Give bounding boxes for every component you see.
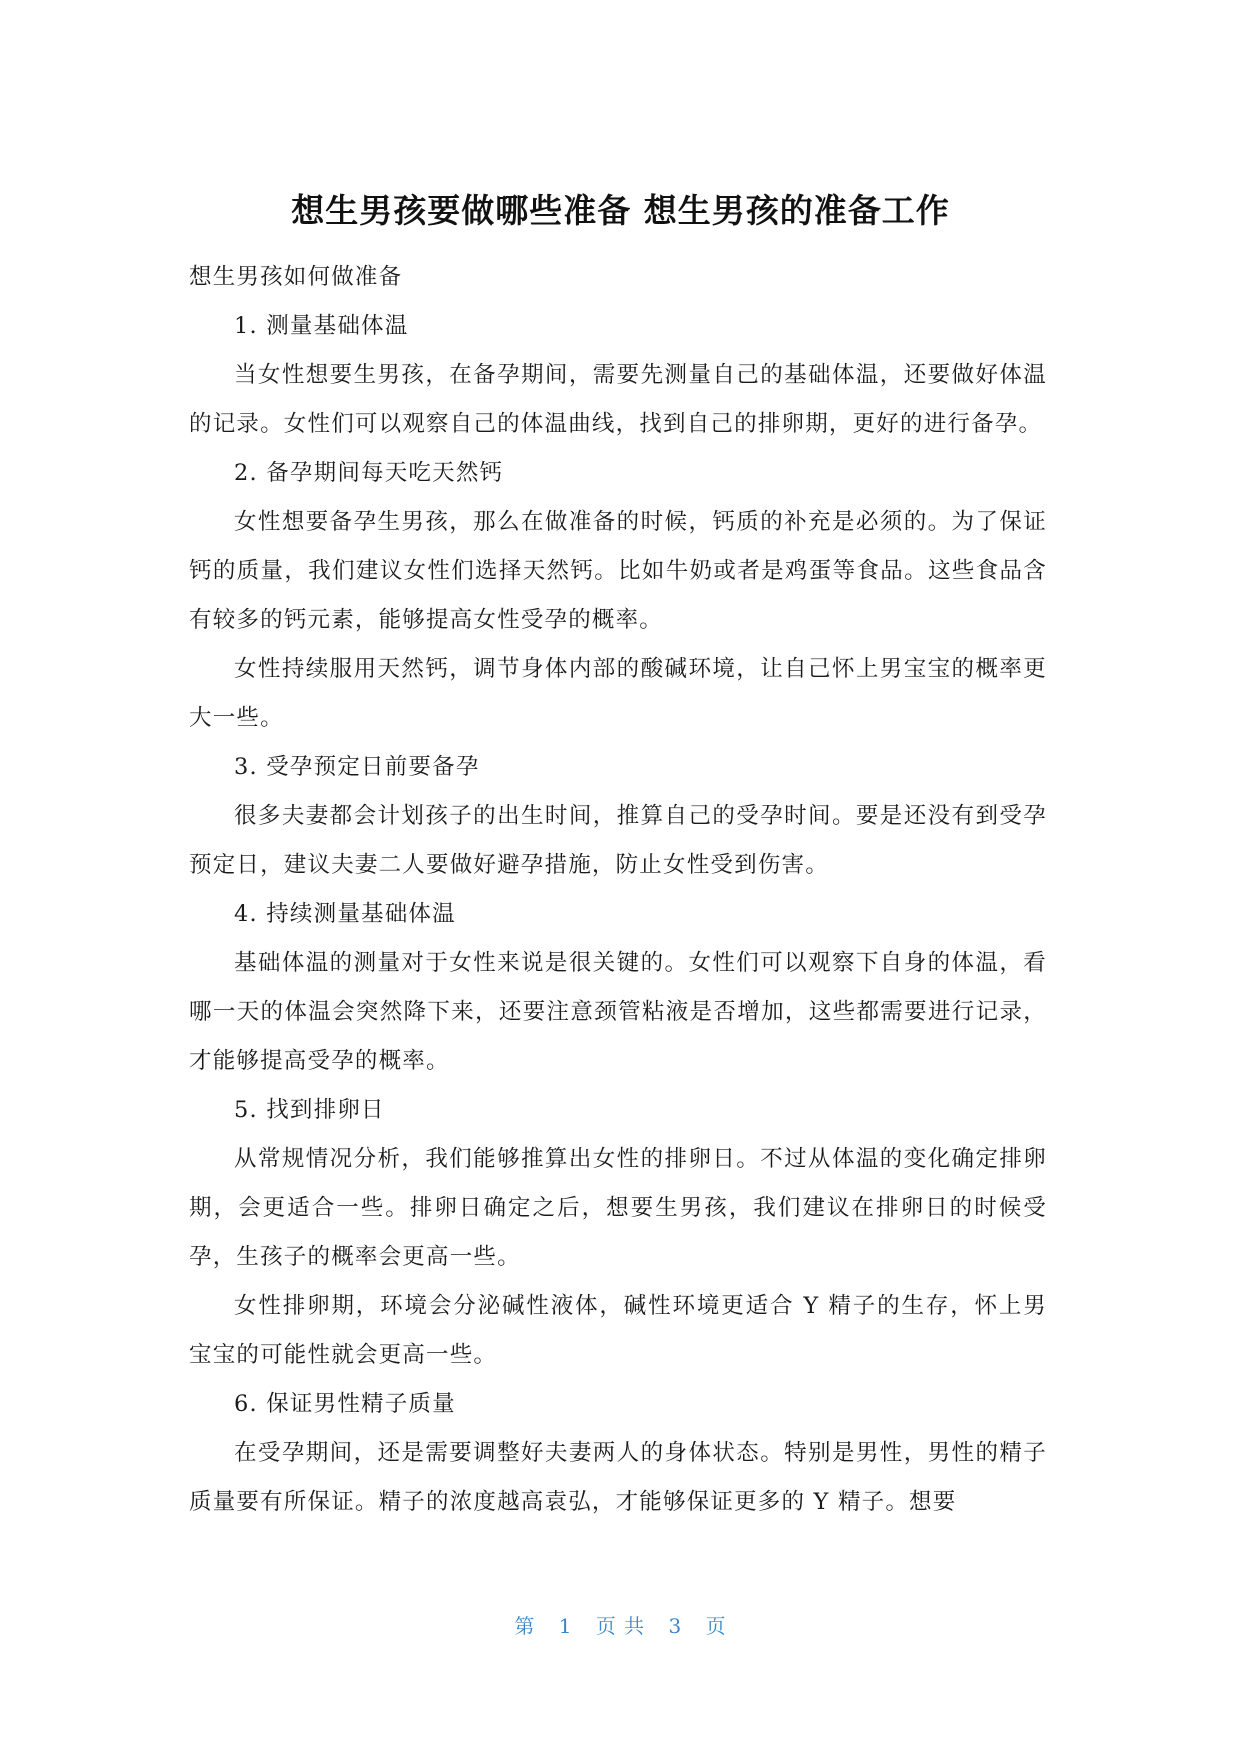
current-page-number: 1 [558, 1614, 573, 1638]
total-page-count: 3 [668, 1614, 683, 1638]
footer-prefix: 第 [514, 1614, 536, 1638]
list-item-heading: 4. 持续测量基础体温 [234, 901, 456, 927]
document-title: 想生男孩要做哪些准备 想生男孩的准备工作 [291, 191, 950, 230]
body-paragraph: 女性持续服用天然钙，调节身体内部的酸碱环境，让自己怀上男宝宝的概率更大一些。 [189, 656, 1047, 731]
document-body [189, 253, 1047, 1527]
footer-suffix: 页 [705, 1614, 727, 1638]
body-paragraph: 基础体温的测量对于女性来说是很关键的。女性们可以观察下自身的体温，看哪一天的体温会突然降下来，还要注意颈管粘液是否增加，这些都需要进行记录，才能够提高受孕的概率。 [189, 950, 1047, 1074]
body-paragraph: 当女性想要生男孩，在备孕期间，需要先测量自己的基础体温，还要做好体温的记录。女性们可以观察自己的体温曲线，找到自己的排卵期，更好的进行备孕。 [189, 362, 1047, 437]
list-item-heading: 1. 测量基础体温 [234, 313, 409, 339]
page-number-footer [0, 1610, 1241, 1639]
list-item-heading: 2. 备孕期间每天吃天然钙 [234, 460, 504, 486]
list-item-heading: 5. 找到排卵日 [234, 1097, 385, 1123]
list-item-heading: 6. 保证男性精子质量 [234, 1391, 456, 1417]
list-item-heading: 3. 受孕预定日前要备孕 [234, 754, 480, 780]
footer-middle: 页 共 [595, 1614, 646, 1638]
body-paragraph: 女性想要备孕生男孩，那么在做准备的时候，钙质的补充是必须的。为了保证钙的质量，我们建议女性们选择天然钙。比如牛奶或者是鸡蛋等食品。这些食品含有较多的钙元素，能够提高女性受孕的概率。 [189, 509, 1047, 633]
body-paragraph: 很多夫妻都会计划孩子的出生时间，推算自己的受孕时间。要是还没有到受孕预定日，建议夫妻二人要做好避孕措施，防止女性受到伤害。 [189, 803, 1047, 878]
section-heading: 想生男孩如何做准备 [189, 264, 403, 290]
body-paragraph: 在受孕期间，还是需要调整好夫妻两人的身体状态。特别是男性，男性的精子质量要有所保证。精子的浓度越高袁弘，才能够保证更多的 Y 精子。想要 [189, 1440, 1047, 1515]
body-paragraph: 女性排卵期，环境会分泌碱性液体，碱性环境更适合 Y 精子的生存，怀上男宝宝的可能性就会更高一些。 [189, 1293, 1047, 1368]
body-paragraph: 从常规情况分析，我们能够推算出女性的排卵日。不过从体温的变化确定排卵期，会更适合一些。排卵日确定之后，想要生男孩，我们建议在排卵日的时候受孕，生孩子的概率会更高一些。 [189, 1146, 1047, 1270]
